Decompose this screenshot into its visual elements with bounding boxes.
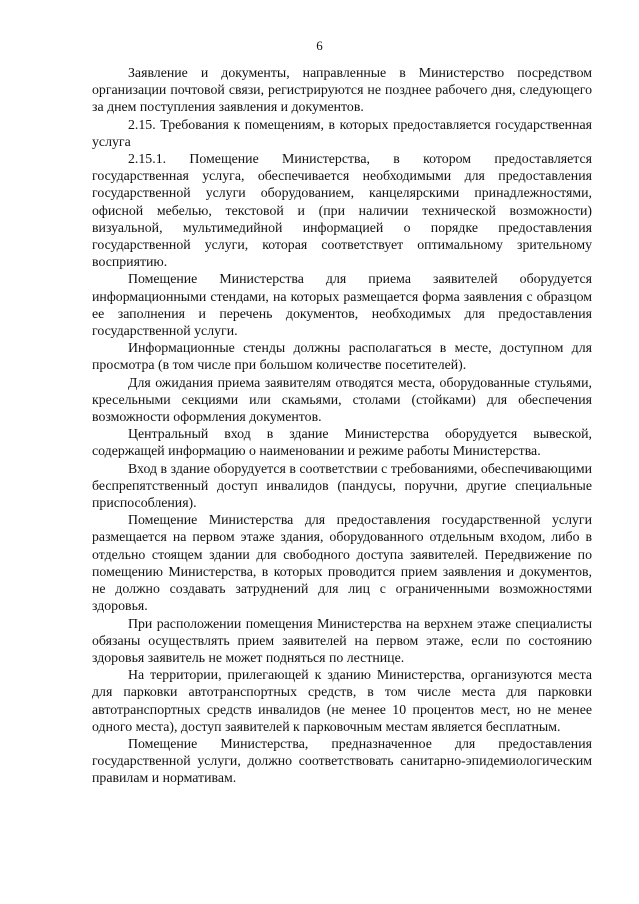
paragraph-2-15-1: 2.15.1. Помещение Министерства, в котором предоставляется государственная услуга, обеспечивается необходимыми для предоставления государственной услуги оборудованием, канцелярскими принадлежностями, офисной мебелью, текстовой и (при наличии технической возможности) визуальной, мультимедийной информацией о порядке предоставления государственной услуги, которая соответствует оптимальному зрительному восприятию. bbox=[92, 151, 592, 270]
section-heading-2-15: 2.15. Требования к помещениям, в которых предоставляется государственная услуга bbox=[92, 116, 592, 149]
paragraph-upper-floor: При расположении помещения Министерства на верхнем этаже специалисты обязаны осуществлять прием заявителей на первом этаже, если по состоянию здоровья заявитель не может подняться по лестнице. bbox=[92, 615, 592, 665]
paragraph-building-entrance: Вход в здание оборудуется в соответствии с требованиями, обеспечивающими беспрепятственный доступ инвалидов (пандусы, поручни, другие специальные приспособления). bbox=[92, 460, 592, 511]
paragraph-mail-registration: Заявление и документы, направленные в Министерство посредством организации почтовой связи, регистрируются не позднее рабочего дня, следующего за днем поступления заявления и документов. bbox=[92, 65, 592, 115]
paragraph-central-entrance: Центральный вход в здание Министерства оборудуется вывеской, содержащей информацию о наименовании и режиме работы Министерства. bbox=[92, 426, 592, 459]
document-body bbox=[92, 64, 592, 787]
paragraph-sanitary-rules: Помещение Министерства, предназначенное для предоставления государственной услуги, должно соответствовать санитарно-эпидемиологическим правилам и нормативам. bbox=[92, 735, 592, 786]
paragraph-ground-floor: Помещение Министерства для предоставления государственной услуги размещается на первом этаже здания, оборудованного отдельным входом, либо в отдельно стоящем здании для свободного доступа заявителей. Передвижение по помещению Министерства, в которых проводится прием заявления и документов, не должно создавать затруднений для лиц с ограниченными возможностями здоровья. bbox=[92, 512, 592, 614]
paragraph-stands-location: Информационные стенды должны располагаться в месте, доступном для просмотра (в том числе при большом количестве посетителей). bbox=[92, 340, 592, 373]
paragraph-info-stands: Помещение Министерства для приема заявителей оборудуется информационными стендами, на которых размещается форма заявления с образцом ее заполнения и перечень документов, необходимых для предоставления государственной услуги. bbox=[92, 271, 592, 339]
paragraph-waiting-area: Для ожидания приема заявителям отводятся места, оборудованные стульями, кресельными секциями или скамьями, столами (стойками) для обеспечения возможности оформления документов. bbox=[92, 374, 592, 425]
paragraph-parking: На территории, прилегающей к зданию Министерства, организуются места для парковки автотранспортных средств, в том числе места для парковки автотранспортных средств инвалидов (не менее 10 процентов мест, но не менее одного места), доступ заявителей к парковочным местам является бесплатным. bbox=[92, 667, 592, 734]
page-number: 6 bbox=[316, 38, 323, 53]
